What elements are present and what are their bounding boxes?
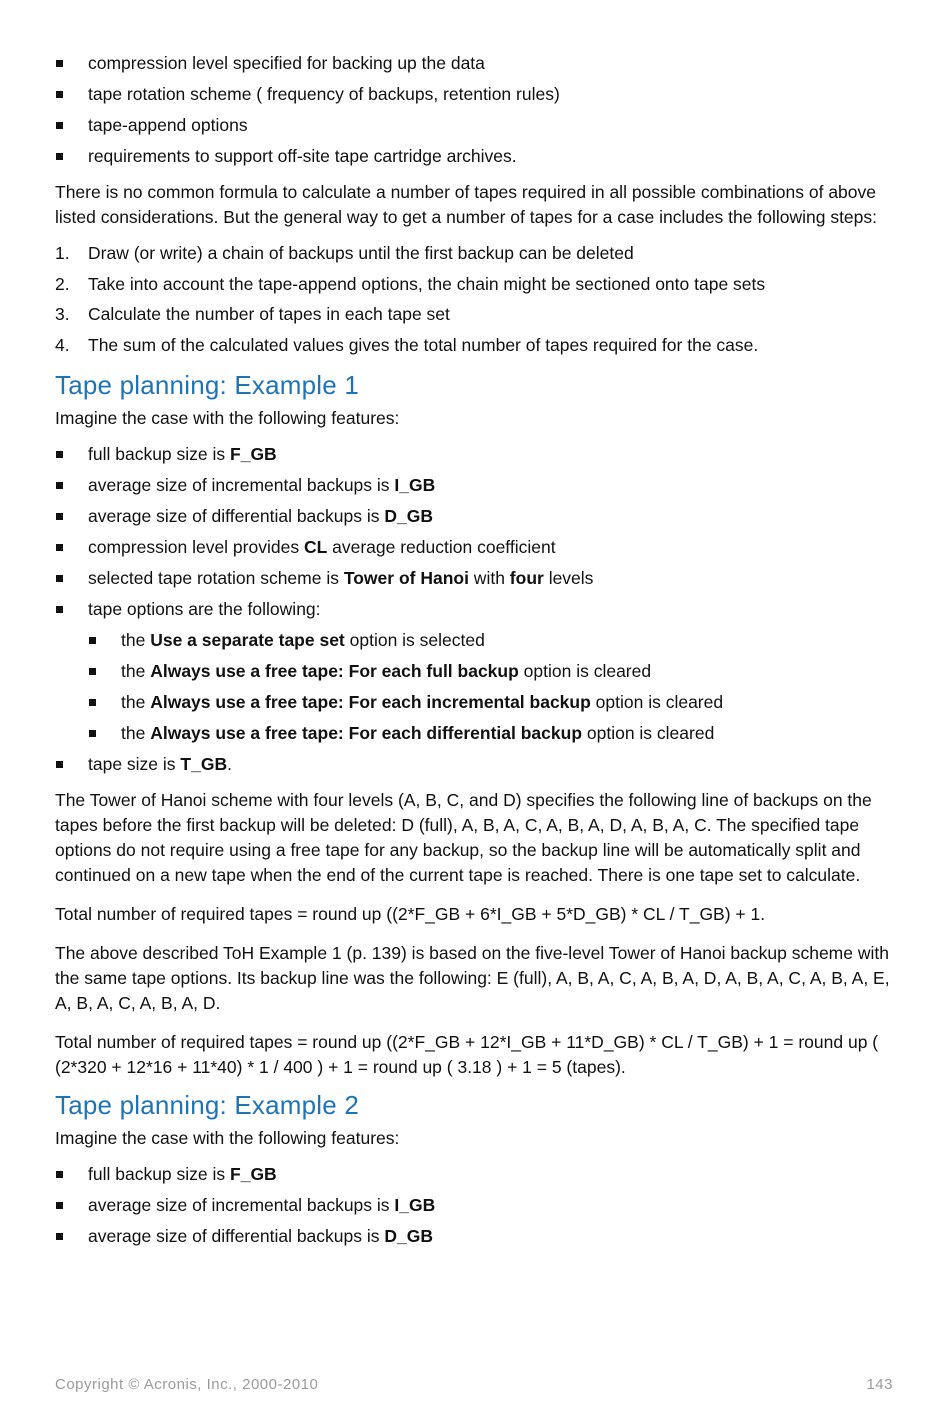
list-item: requirements to support off-site tape cartridge archives. — [55, 141, 895, 172]
step-text: Take into account the tape-append options, the chain might be sectioned onto tape sets — [88, 273, 766, 294]
list-item: tape size is T_GB. — [55, 749, 895, 780]
example-1-features — [55, 439, 895, 625]
list-item: tape rotation scheme ( frequency of backups, retention rules) — [55, 79, 895, 110]
list-item: tape-append options — [55, 110, 895, 141]
list-item: the Always use a free tape: For each differential backup option is cleared — [88, 718, 895, 749]
tape-options-list — [88, 625, 895, 749]
list-item: compression level specified for backing up the data — [55, 48, 895, 79]
page-footer — [55, 1376, 893, 1393]
steps-list — [55, 238, 895, 360]
example-2-features — [55, 1159, 895, 1252]
list-item: the Always use a free tape: For each full backup option is cleared — [88, 656, 895, 687]
step-number: 1. — [55, 243, 70, 263]
step-number: 2. — [55, 273, 70, 294]
list-item: full backup size is F_GB — [55, 439, 895, 470]
list-item — [55, 269, 895, 300]
example-1-paragraph-3: The above described ToH Example 1 (p. 139) is based on the five-level Tower of Hanoi backup scheme with the same tape options. Its backup line was the following: E (full), A, B, A, C, A, B, A, D, A, B, A, C, A, B, A, E, A, B, A, C, A, B, A, D. — [55, 943, 890, 1013]
intro-bullet-list — [55, 48, 895, 172]
list-item: the Always use a free tape: For each incremental backup option is cleared — [88, 687, 895, 718]
step-text: The sum of the calculated values gives the total number of tapes required for the case. — [88, 334, 759, 355]
section-heading-example-2: Tape planning: Example 2 — [55, 1090, 360, 1120]
section-heading-example-1: Tape planning: Example 1 — [55, 370, 360, 400]
copyright-text: Copyright © Acronis, Inc., 2000-2010 — [55, 1376, 319, 1393]
list-item: average size of incremental backups is I_GB — [55, 470, 895, 501]
example-2-lead: Imagine the case with the following features: — [55, 1128, 400, 1148]
page-number: 143 — [866, 1376, 893, 1393]
example-1-lead: Imagine the case with the following features: — [55, 408, 400, 428]
list-item: average size of differential backups is D_GB — [55, 1221, 895, 1252]
page-content — [55, 48, 895, 1252]
step-text: Calculate the number of tapes in each tape set — [88, 304, 450, 324]
list-item: average size of incremental backups is I_GB — [55, 1190, 895, 1221]
example-1-formula: Total number of required tapes = round up ((2*F_GB + 6*I_GB + 5*D_GB) * CL / T_GB) + 1. — [55, 904, 766, 924]
list-item: selected tape rotation scheme is Tower of Hanoi with four levels — [55, 563, 895, 594]
list-item: the Use a separate tape set option is selected — [88, 625, 895, 656]
list-item — [55, 238, 895, 269]
list-item — [55, 299, 895, 330]
intro-paragraph: There is no common formula to calculate a number of tapes required in all possible combinations of above listed considerations. But the general way to get a number of tapes for a case includes the following steps: — [55, 182, 878, 227]
step-text: Draw (or write) a chain of backups until the first backup can be deleted — [88, 243, 634, 263]
step-number: 4. — [55, 334, 70, 355]
list-item: full backup size is F_GB — [55, 1159, 895, 1190]
example-1-formula-result: Total number of required tapes = round up ((2*F_GB + 12*I_GB + 11*D_GB) * CL / T_GB) + 1 = round up ( (2*320 + 12*16 + 11*40) * 1 / 400 ) + 1 = round up ( 3.18 ) + 1 = 5 (tapes). — [55, 1032, 879, 1077]
list-item: compression level provides CL average reduction coefficient — [55, 532, 895, 563]
example-1-paragraph-1: The Tower of Hanoi scheme with four levels (A, B, C, and D) specifies the following line of backups on the tapes before the first backup will be deleted: D (full), A, B, A, C, A, B, A, D, A, B, A, C. The specified tape options do not require using a free tape for any backup, so the backup line will be automatically split and continued on a new tape when the end of the current tape is reached. There is one tape set to calculate. — [55, 790, 872, 885]
example-1-features-tail — [55, 749, 895, 780]
step-number: 3. — [55, 304, 70, 324]
list-item — [55, 330, 895, 361]
list-item: average size of differential backups is D_GB — [55, 501, 895, 532]
list-item: tape options are the following: — [55, 594, 895, 625]
